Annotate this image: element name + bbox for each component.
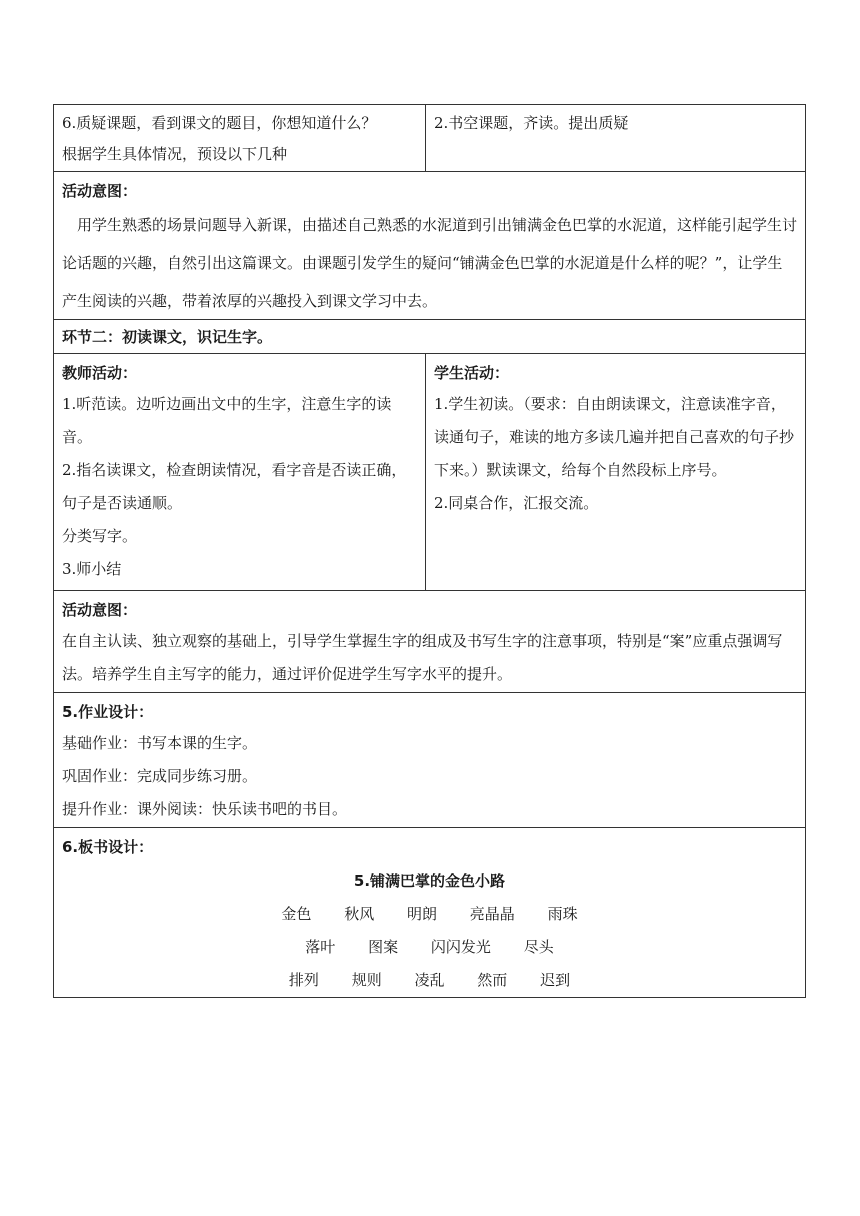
teacher-activity-item: 3.师小结 xyxy=(62,560,122,578)
text-line: 根据学生具体情况，预设以下几种 xyxy=(62,145,288,163)
section-heading: 5.作业设计： xyxy=(62,703,154,721)
teacher-activity-item: 分类写字。 xyxy=(62,527,138,545)
board-title: 5.铺满巴掌的金色小路 xyxy=(353,872,506,890)
activity-intent-section xyxy=(53,172,806,320)
homework-item: 提升作业：课外阅读：快乐读书吧的书目。 xyxy=(62,800,348,818)
board-word: 亮晶晶 xyxy=(469,905,515,923)
teacher-activity-heading: 教师活动： xyxy=(62,364,138,382)
teacher-activity-item: 2.指名读课文，检查朗读情况，看字音是否读正确，句子是否读通顺。 xyxy=(62,461,407,512)
board-word: 尽头 xyxy=(523,938,554,956)
homework-section xyxy=(53,693,806,828)
board-word: 落叶 xyxy=(305,938,336,956)
student-questioning-cell xyxy=(426,105,805,171)
student-activity-heading: 学生活动： xyxy=(434,364,510,382)
lesson-plan-table xyxy=(53,104,806,998)
board-word: 雨珠 xyxy=(547,905,578,923)
step-heading-section xyxy=(53,320,806,354)
board-word: 明朗 xyxy=(406,905,437,923)
teacher-questioning-cell xyxy=(54,105,426,171)
student-activity-item: 1.学生初读。（要求：自由朗读课文，注意读准字音，读通句子，难读的地方多读几遍并把自己喜欢的句子抄下来。）默读课文，给每个自然段标上序号。 xyxy=(434,395,795,479)
board-word: 图案 xyxy=(368,938,399,956)
teacher-activity-cell xyxy=(54,354,426,590)
intent-paragraph: 用学生熟悉的场景问题导入新课，由描述自己熟悉的水泥道到引出铺满金色巴掌的水泥道，这样能引起学生讨论话题的兴趣，自然引出这篇课文。由课题引发学生的疑问“铺满金色巴掌的水泥道是什么样的呢？”，让学生产生阅读的兴趣，带着浓厚的兴趣投入到课文学习中去。 xyxy=(62,216,798,310)
questioning-row xyxy=(53,104,806,172)
student-activity-cell xyxy=(426,354,805,590)
board-design-section xyxy=(53,828,806,998)
step-heading: 环节二：初读课文，识记生字。 xyxy=(62,328,273,346)
student-activity-item: 2.同桌合作，汇报交流。 xyxy=(434,494,599,512)
activity-intent-section xyxy=(53,591,806,693)
board-word-row xyxy=(62,931,797,964)
board-word: 凌乱 xyxy=(414,971,445,989)
text-line: 6.质疑课题，看到课文的题目，你想知道什么？ xyxy=(62,114,377,132)
teacher-activity-item: 1.听范读。边听边画出文中的生字，注意生字的读音。 xyxy=(62,395,392,446)
section-heading: 活动意图： xyxy=(62,182,138,200)
board-word: 规则 xyxy=(351,971,382,989)
activities-row xyxy=(53,354,806,591)
section-heading: 6.板书设计： xyxy=(62,838,154,856)
board-word: 然而 xyxy=(477,971,508,989)
board-word-row xyxy=(62,898,797,931)
homework-item: 巩固作业：完成同步练习册。 xyxy=(62,767,258,785)
intent-paragraph: 在自主认读、独立观察的基础上，引导学生掌握生字的组成及书写生字的注意事项，特别是“案”应重点强调写法。培养学生自主写字的能力，通过评价促进学生写字水平的提升。 xyxy=(62,632,783,683)
board-word: 秋风 xyxy=(344,905,375,923)
board-word: 金色 xyxy=(281,905,312,923)
homework-item: 基础作业：书写本课的生字。 xyxy=(62,734,258,752)
board-word: 闪闪发光 xyxy=(430,938,491,956)
board-word-row xyxy=(62,964,797,997)
board-word: 迟到 xyxy=(540,971,571,989)
section-heading: 活动意图： xyxy=(62,601,138,619)
board-word: 排列 xyxy=(288,971,319,989)
text-line: 2.书空课题，齐读。提出质疑 xyxy=(434,114,629,132)
